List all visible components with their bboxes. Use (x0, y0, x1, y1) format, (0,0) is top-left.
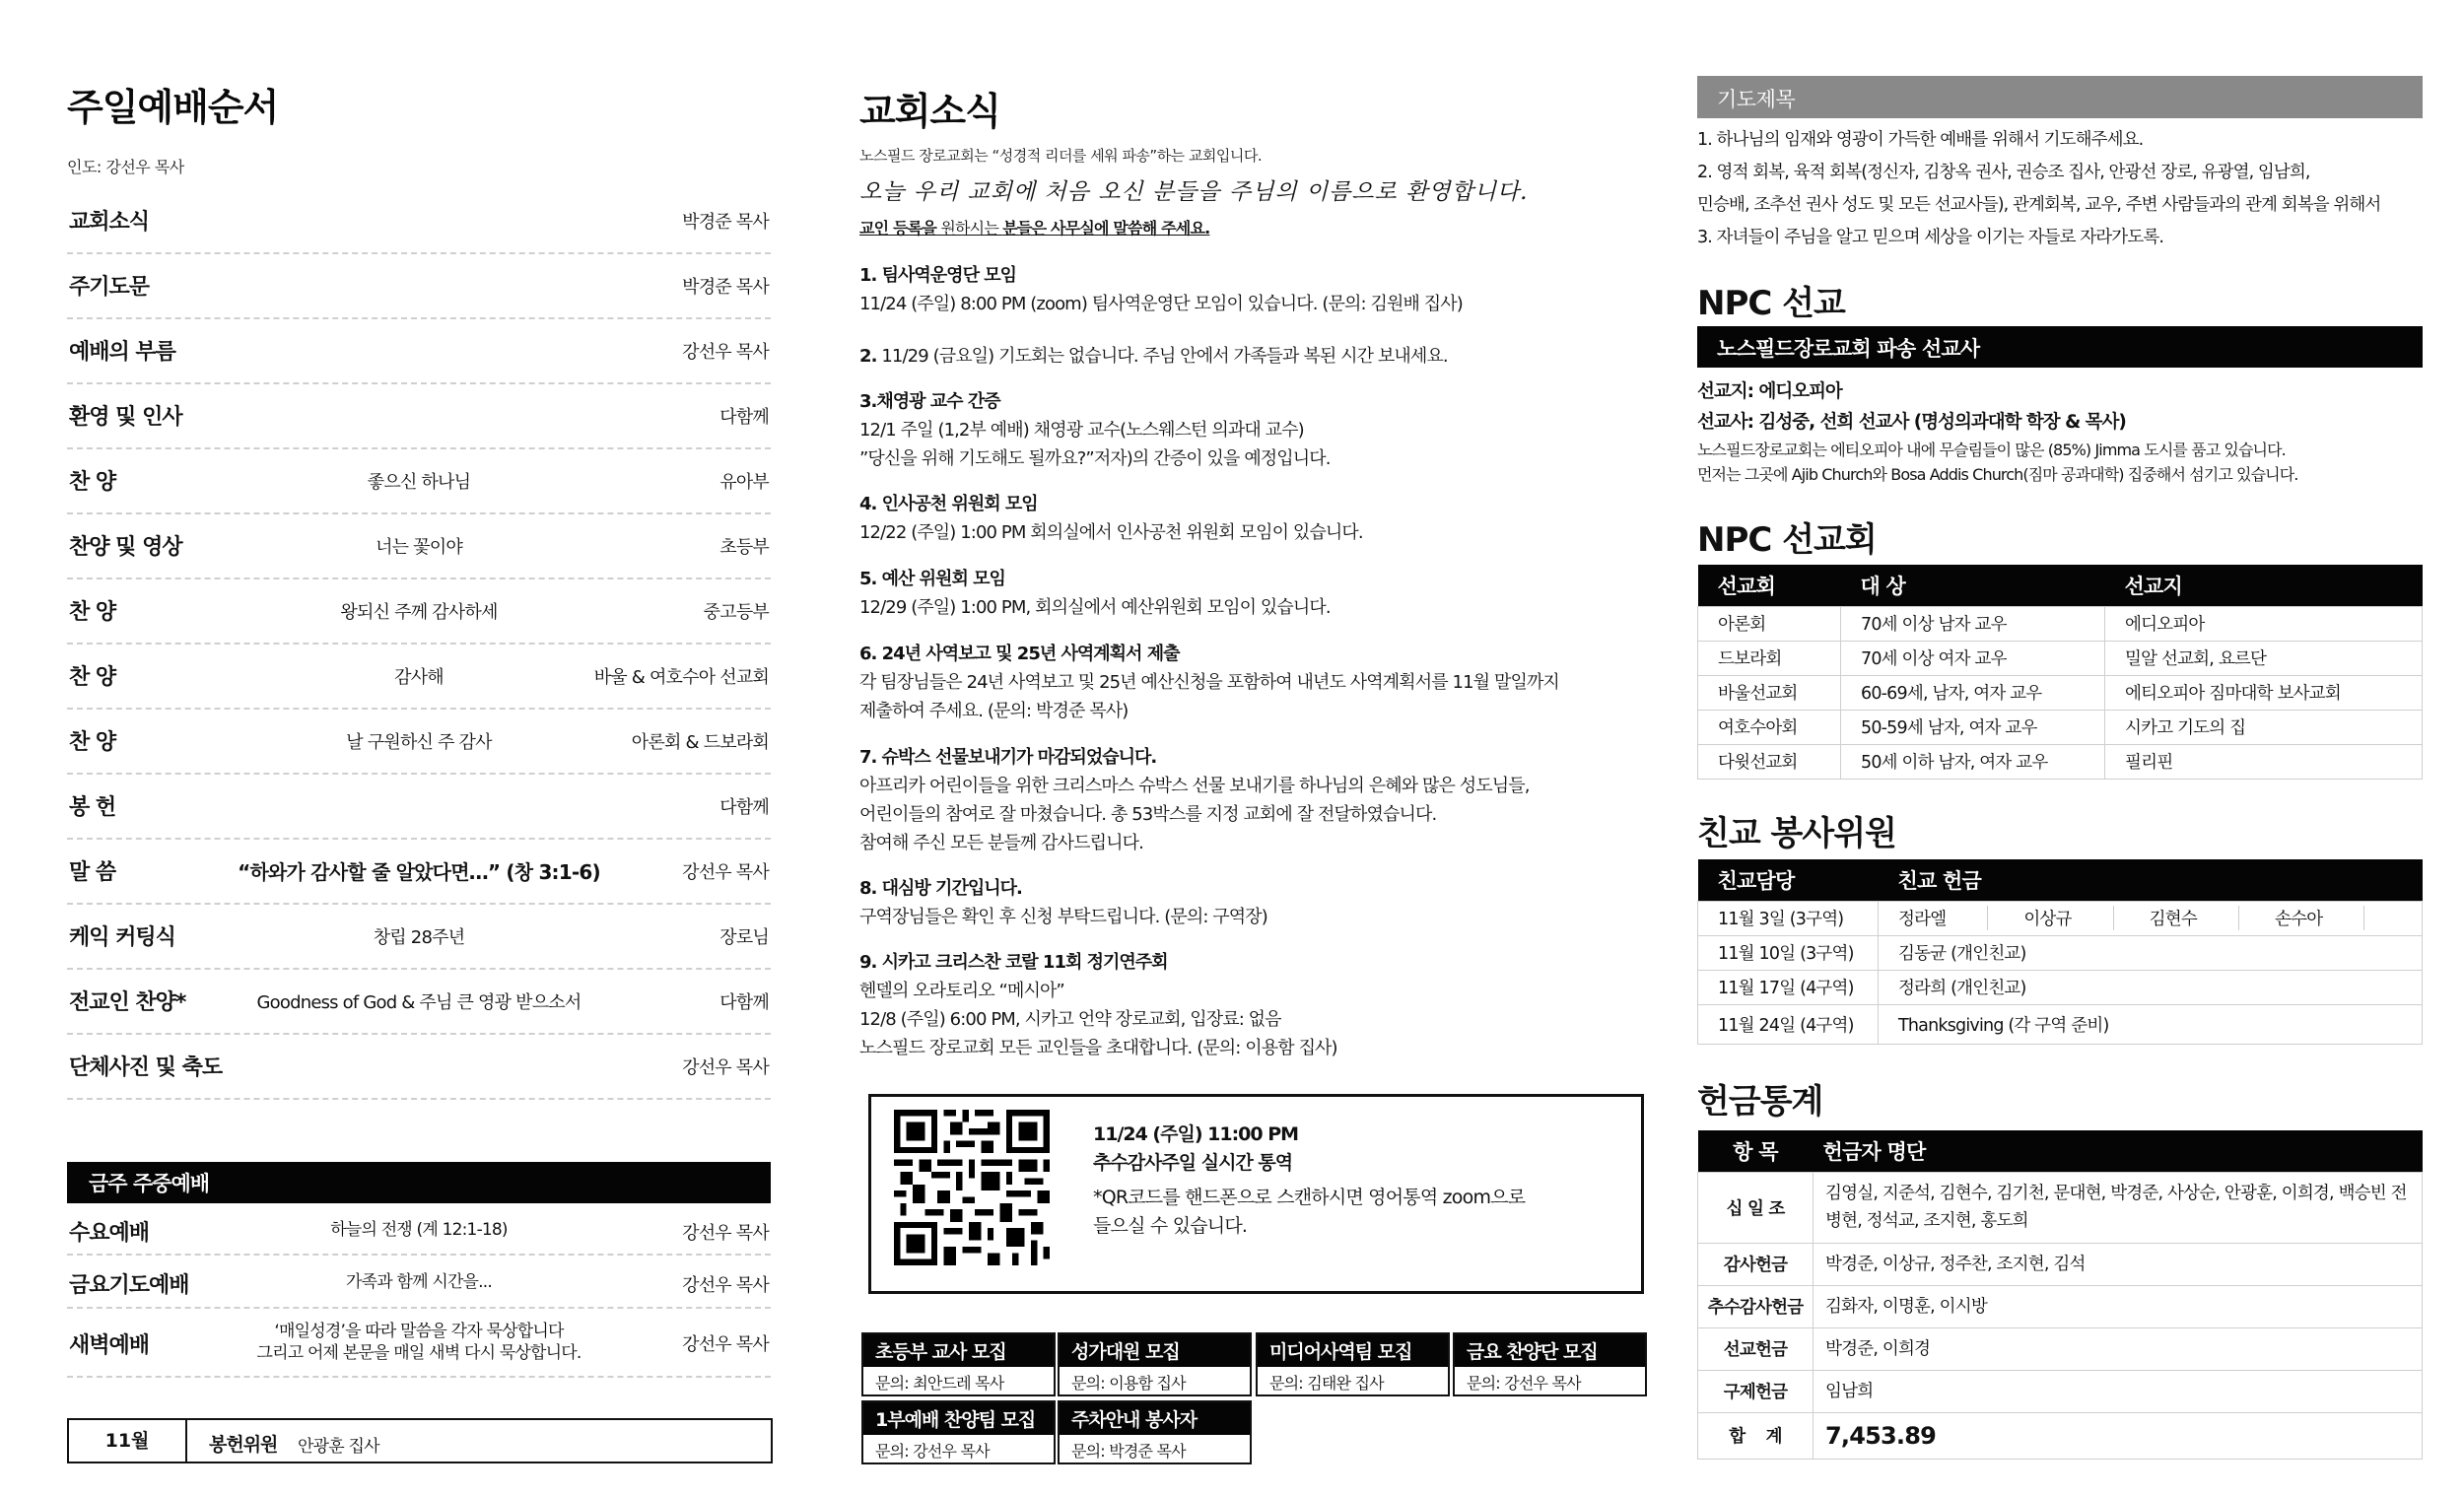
npc-mission-title: NPC 선교 (1697, 284, 1845, 323)
role-name: 안광훈 집사 (298, 1437, 379, 1457)
table-row: 11월 3일 (3구역) 정라엘 이상규 김현수 손수아 (1698, 901, 2423, 935)
table-row: 여호수아회 50-59세 남자, 여자 교우 시카고 기도의 집 (1698, 710, 2423, 744)
offering-total: 7,453.89 (1814, 1412, 2423, 1459)
order-row: 케익 커팅식 창립 28주년 장로님 (67, 905, 771, 970)
order-row: 봉 헌 다함께 (67, 775, 771, 840)
recruit-card: 성가대원 모집 문의: 이용함 집사 (1058, 1332, 1252, 1396)
order-row: 찬 양 감사해 바울 & 여호수아 선교회 (67, 645, 771, 710)
weekday-row: 새벽예배 ‘매일성경’을 따라 말씀을 각자 묵상합니다 그리고 어제 본문을 매일 새벽 다시 묵상합니다. 강선우 목사 (67, 1309, 771, 1378)
monthly-offering-committee (67, 1418, 773, 1463)
news-item: 6. 24년 사역보고 및 25년 사역계획서 제출 각 팀장님들은 24년 사역보고 및 25년 예산신청을 포함하여 내년도 사역계획서를 11월 말일까지 제출하여 주세요. (문의: 박경준 목사) (859, 644, 1559, 721)
offering-title: 헌금통계 (1697, 1082, 1823, 1122)
table-row: 11월 24일 (4구역) Thanksgiving (각 구역 준비) (1698, 1004, 2423, 1044)
order-row: 찬 양 날 구원하신 주 감사 아론회 & 드보라회 (67, 710, 771, 775)
offering-table: 항 목 헌금자 명단 십 일 조 김영실, 지준석, 김현수, 김기천, 문대현, 박경준, 사상순, 안광훈, 이희경, 백승빈 전병현, 정석교, 조지현, 홍도희 감사헌금 박경준, 이상규, 정주찬, 조지현, 김석 추수감사헌금 김화자, 이명훈, 이시방 선교헌금 박경준, 이희경 구제헌금 임남희 합 계 7,453.89 (1697, 1130, 2423, 1460)
news-item: 9. 시카고 크리스찬 코랄 11회 정기연주회 헨델의 오라토리오 “메시아” 12/8 (주일) 6:00 PM, 시카고 언약 장로교회, 입장료: 없음 노스필드 장로교회 모든 교인들을 초대합니다. (문의: 이용함 집사) (859, 952, 1337, 1058)
order-row: 말 씀 “하와가 감사할 줄 알았다면…” (창 3:1-6) 강선우 목사 (67, 840, 771, 905)
table-row: 바울선교회 60-69세, 남자, 여자 교우 에티오피아 짐마대학 보사교회 (1698, 675, 2423, 710)
table-row: 합 계 7,453.89 (1698, 1412, 2423, 1459)
worship-leader: 인도: 강선우 목사 (67, 158, 184, 176)
order-row: 교회소식 박경준 목사 (67, 189, 771, 254)
prayer-header: 기도제목 (1697, 76, 2423, 118)
role-label: 봉헌위원 (209, 1434, 278, 1456)
news-item: 2. 11/29 (금요일) 기도회는 없습니다. 주님 안에서 가족들과 복된 시간 보내세요. (859, 346, 1448, 367)
recruit-card: 초등부 교사 모집 문의: 최안드레 목사 (861, 1332, 1056, 1396)
table-row: 아론회 70세 이상 남자 교우 에디오피아 (1698, 606, 2423, 641)
order-row: 예배의 부름 강선우 목사 (67, 319, 771, 384)
order-row: 주기도문 박경준 목사 (67, 254, 771, 319)
table-row: 드보라회 70세 이상 여자 교우 밀알 선교회, 요르단 (1698, 641, 2423, 675)
church-news-column (859, 0, 1648, 1496)
news-item: 1. 팀사역운영단 모임 11/24 (주일) 8:00 PM (zoom) 팀사역운영단 모임이 있습니다. (문의: 김원배 집사) (859, 265, 1463, 314)
weekday-section-header: 금주 주중예배 (67, 1162, 771, 1203)
fellowship-table: 친교담당 친교 헌금 11월 3일 (3구역) 정라엘 이상규 김현수 손수아 11월 10일 (3구역) 김동균 (개인친교) 11월 17일 (4구역) 정라희 (개인친교) 11월 24일 (4구역) Thanksgiving (각 구역 준비) (1697, 859, 2423, 1045)
order-row: 단체사진 및 축도 강선우 목사 (67, 1035, 771, 1100)
order-row: 찬양 및 영상 너는 꽃이야 초등부 (67, 514, 771, 579)
qr-code-icon[interactable] (894, 1109, 1050, 1266)
weekday-row: 수요예배 하늘의 전쟁 (계 12:1-18) 강선우 목사 (67, 1204, 771, 1256)
qr-info: 11/24 (주일) 11:00 PM 추수감사주일 실시간 통역 *QR코드를 핸드폰으로 스캔하시면 영어통역 zoom으로 들으실 수 있습니다. (1093, 1123, 1526, 1237)
npc-groups-title: NPC 선교회 (1697, 520, 1877, 560)
news-intro: 노스필드 장로교회는 “성경적 리더를 세워 파송”하는 교회입니다. (859, 147, 1263, 165)
recruit-card: 1부예배 찬양팀 모집 문의: 강선우 목사 (861, 1400, 1056, 1464)
news-item: 8. 대심방 기간입니다. 구역장님들은 확인 후 신청 부탁드립니다. (문의: 구역장) (859, 878, 1267, 927)
order-row: 찬 양 좋으신 하나님 유아부 (67, 449, 771, 514)
table-row: 다윗선교회 50세 이하 남자, 여자 교우 필리핀 (1698, 744, 2423, 779)
table-row: 감사헌금 박경준, 이상규, 정주찬, 조지현, 김석 (1698, 1243, 2423, 1285)
worship-order-column (67, 0, 771, 1496)
npc-groups-table: 선교회 대 상 선교지 아론회 70세 이상 남자 교우 에디오피아 드보라회 70세 이상 여자 교우 밀알 선교회, 요르단 바울선교회 60-69세, 남자, 여자 교우 에티오피아 짐마대학 보사교회 여호수아회 50-59세 남자, 여자 교우 시카고 기도의 집 다윗선교회 50세 이하 남자, 여자 교우 필리핀 (1697, 565, 2423, 780)
table-row: 11월 10일 (3구역) 김동균 (개인친교) (1698, 935, 2423, 970)
missions-column (1697, 0, 2423, 1496)
prayer-list: 1. 하나님의 임재와 영광이 가득한 예배를 위해서 기도해주세요. 2. 영적 회복, 육적 회복(정신자, 김창옥 권사, 권승조 집사, 안광선 장로, 유광열, 임남희, 민승배, 조추선 권사 성도 및 모든 선교사들), 관계회복, 교우, 주변 사람들과의 관계 회복을 위해서 3. 자녀들이 주님을 알고 믿으며 세상을 이기는 자들로 자라가도록. (1697, 130, 2381, 247)
news-item: 4. 인사공천 위원회 모임 12/22 (주일) 1:00 PM 회의실에서 인사공천 위원회 모임이 있습니다. (859, 494, 1363, 543)
order-row: 찬 양 왕되신 주께 감사하세 중고등부 (67, 579, 771, 645)
welcome-message: 오늘 우리 교회에 처음 오신 분들을 주님의 이름으로 환영합니다. (859, 179, 1529, 205)
missionary-header: 노스필드장로교회 파송 선교사 (1697, 326, 2423, 368)
table-row: 추수감사헌금 김화자, 이명훈, 이시방 (1698, 1285, 2423, 1327)
registration-note: 교인 등록을 원하시는 분들은 사무실에 말씀해 주세요. (859, 219, 1210, 238)
order-row: 환영 및 인사 다함께 (67, 384, 771, 449)
fellowship-title: 친교 봉사위원 (1697, 814, 1896, 853)
news-item: 5. 예산 위원회 모임 12/29 (주일) 1:00 PM, 회의실에서 예산위원회 모임이 있습니다. (859, 569, 1331, 618)
interpretation-qr-box (868, 1094, 1644, 1294)
recruit-card: 주차안내 봉사자 문의: 박경준 목사 (1058, 1400, 1252, 1464)
news-item: 3.채영광 교수 간증 12/1 주일 (1,2부 예배) 채영광 교수(노스웨스턴 의과대 교수) ”당신을 위해 기도해도 될까요?”저자)의 간증이 있을 예정입니다. (859, 391, 1331, 469)
missionary-info: 선교지: 에디오피아 선교사: 김성중, 선희 선교사 (명성의과대학 학장 & 목사) 노스필드장로교회는 에티오피아 내에 무슬림들이 많은 (85%) Jimma 도시를 품고 있습니다. 먼저는 그곳에 Ajib Church와 Bosa Addis Church(짐마 공과대학) 집중해서 섬기고 있습니다. (1697, 381, 2298, 484)
recruit-card: 미디어사역팀 모집 문의: 김태완 집사 (1256, 1332, 1450, 1396)
table-row: 십 일 조 김영실, 지준석, 김현수, 김기천, 문대현, 박경준, 사상순, 안광훈, 이희경, 백승빈 전병현, 정석교, 조지현, 홍도희 (1698, 1172, 2423, 1243)
news-item: 7. 슈박스 선물보내기가 마감되었습니다. 아프리카 어린이들을 위한 크리스마스 슈박스 선물 보내기를 하나님의 은혜와 많은 성도님들, 어린이들의 참여로 잘 마쳤습니다. 총 53박스를 지정 교회에 잘 전달하였습니다. 참여해 주신 모든 분들께 감사드립니다. (859, 747, 1530, 853)
table-row: 구제헌금 임남희 (1698, 1370, 2423, 1412)
table-row: 11월 17일 (4구역) 정라희 (개인친교) (1698, 970, 2423, 1004)
recruit-card: 금요 찬양단 모집 문의: 강선우 목사 (1453, 1332, 1647, 1396)
weekday-row: 금요기도예배 가족과 함께 시간을... 강선우 목사 (67, 1256, 771, 1309)
table-row: 선교헌금 박경준, 이희경 (1698, 1327, 2423, 1370)
news-title: 교회소식 (859, 90, 1000, 133)
worship-title: 주일예배순서 (67, 86, 279, 129)
order-row: 전교인 찬양* Goodness of God & 주님 큰 영광 받으소서 다함께 (67, 970, 771, 1035)
month-label: 11월 (69, 1420, 187, 1462)
